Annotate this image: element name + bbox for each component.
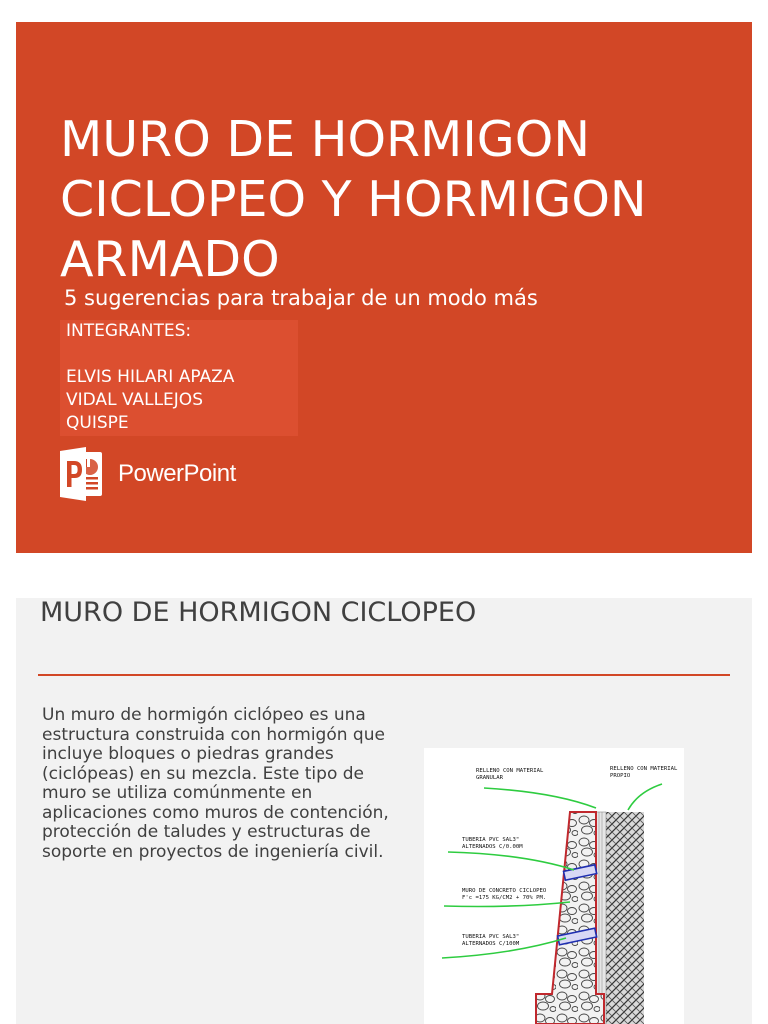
slide-subtitle: 5 sugerencias para trabajar de un modo más [64,286,538,310]
members-box [60,320,298,436]
label-granular-2: GRANULAR [476,775,503,781]
wall-section-diagram [424,748,684,1024]
label-pipe1-1: TUBERIA PVC SAL3" [462,837,520,843]
label-pipe2-1: TUBERIA PVC SAL3" [462,934,520,940]
title-slide [16,22,752,553]
cyclopean-wall [536,812,604,1024]
granular-fill [596,812,606,1024]
slide-title: MURO DE HORMIGON CICLOPEO [40,598,477,628]
member-name: ELVIS HILARI APAZA [66,367,235,387]
members-heading: INTEGRANTES: [66,321,192,341]
title-divider [38,674,730,676]
member-name: VIDAL VALLEJOS [66,390,203,410]
label-propio-1: RELLENO CON MATERIAL [610,766,678,772]
members-spacer [66,343,298,366]
label-wall-1: MURO DE CONCRETO CICLOPEO [462,888,547,894]
label-pipe2-2: ALTERNADOS C/100M [462,941,520,947]
slide-body-text: Un muro de hormigón ciclópeo es una estructura construida con hormigón que incluye bloques o piedras grandes (ciclópeas) en su mezcla. Este tipo de muro se utiliza comúnmente en aplicaciones como muros de contención, protección de taludes y estructuras de soporte en proyectos de ingeniería civil. [42,705,389,862]
diagram-drawing [424,748,684,1024]
member-name: QUISPE [66,413,129,433]
logo-wordmark: PowerPoint [118,460,236,487]
backfill-hatch [606,812,644,1024]
label-pipe1-2: ALTERNADOS C/0.00M [462,844,523,850]
powerpoint-icon [60,447,104,501]
label-propio-2: PROPIO [610,773,631,779]
slide-title: MURO DE HORMIGON CICLOPEO Y HORMIGON ARMADO [60,111,647,288]
powerpoint-logo [60,446,236,502]
content-slide [16,598,752,1024]
label-wall-2: F'c =175 KG/CM2 + 70% PM. [462,895,547,901]
label-granular-1: RELLENO CON MATERIAL [476,768,544,774]
